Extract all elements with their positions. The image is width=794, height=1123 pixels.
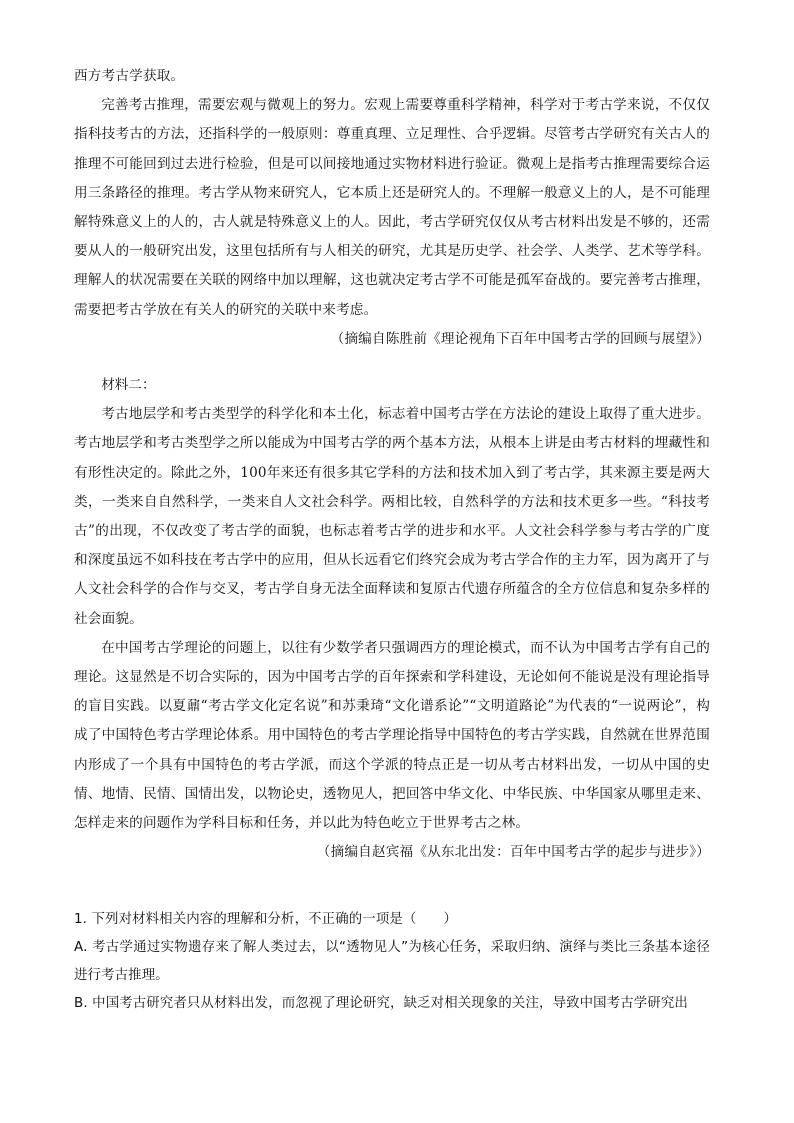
option-b: B. 中国考古研究者只从材料出发，而忽视了理论研究，缺乏对相关现象的关注，导致中国考古学研究出 (74, 996, 688, 1011)
source-citation-zhao: （摘编自赵宾福《从东北出发：百年中国考古学的起步与进步》） (316, 844, 710, 861)
paragraph-methodology: 考古地层学和考古类型学的科学化和本土化，标志着中国考古学在方法论的建设上取得了重大进步。考古地层学和考古类型学之所以能成为中国考古学的两个基本方法，从根本上讲是由考古材料的埋藏性和有形性决定的。除此之外，100年来还有很多其它学科的方法和技术加入到了考古学，其来源主要是两大类，一类来自自然科学，一类来自人文社会科学。两相比较，自然科学的方法和技术更多一些。“科技考古”的出现，不仅改变了考古学的面貌，也标志着考古学的进步和水平。人文社会科学参与考古学的广度和深度虽远不如科技在考古学中的应用，但从长远看它们终究会成为考古学合作的主力军，因为离开了与人文社会科学的合作与交叉，考古学自身无法全面释读和复原古代遗存所蕴含的全方位信息和复杂多样的社会面貌。 (74, 406, 710, 627)
material-one-section (74, 62, 710, 354)
option-a: A. 考古学通过实物遗存来了解人类过去，以“透物见人”为核心任务，采取归纳、演绎与类比三条基本途径进行考古推理。 (74, 940, 710, 983)
paragraph-archaeological-reasoning: 完善考古推理，需要宏观与微观上的努力。宏观上需要尊重科学精神，科学对于考古学来说，不仅仅指科技考古的方法，还指科学的一般原则：尊重真理、立足理性、合乎逻辑。尽管考古学研究有关古人的推理不可能回到过去进行检验，但是可以间接地通过实物材料进行验证。微观上是指考古推理需要综合运用三条路径的推理。考古学从物来研究人，它本质上还是研究人的。不理解一般意义上的人，是不可能理解特殊意义上的人的，古人就是特殊意义上的人。因此，考古学研究仅仅从考古材料出发是不够的，还需要从人的一般研究出发，这里包括所有与人相关的研究，尤其是历史学、社会学、人类学、艺术等学科。理解人的状况需要在关联的网络中加以理解，这也就决定考古学不可能是孤军奋战的。要完善考古推理，需要把考古学放在有关人的研究的关联中来考虑。 (74, 97, 710, 318)
question-stem: 1. 下列对材料相关内容的理解和分析，不正确的一项是（ ） (74, 912, 458, 927)
lead-line: 西方考古学获取。 (74, 68, 185, 84)
source-citation-chen: （摘编自陈胜前《理论视角下百年中国考古学的回顾与展望》） (330, 330, 710, 347)
paragraph-theory: 在中国考古学理论的问题上，以往有少数学者只强调西方的理论模式，而不认为中国考古学有自己的理论。这显然是不切合实际的，因为中国考古学的百年探索和学科建设，无论如何不能说是没有理论指导的盲目实践。以夏鼐“考古学文化定名说”和苏秉琦“文化谱系论”“文明道路论”为代表的“一说两论”，构成了中国特色考古学理论体系。用中国特色的考古学理论指导中国特色的考古学实践，自然就在世界范围内形成了一个具有中国特色的考古学派，而这个学派的特点正是一切从考古材料出发，一切从中国的史情、地情、民情、国情出发，以物论史，透物见人，把回答中华文化、中华民族、中华国家从哪里走来、怎样走来的问题作为学科目标和任务，并以此为特色屹立于世界考古之林。 (74, 639, 710, 832)
material-two-heading: 材料二： (101, 377, 156, 393)
material-two-section (74, 371, 710, 867)
question-one-section (74, 906, 710, 1018)
